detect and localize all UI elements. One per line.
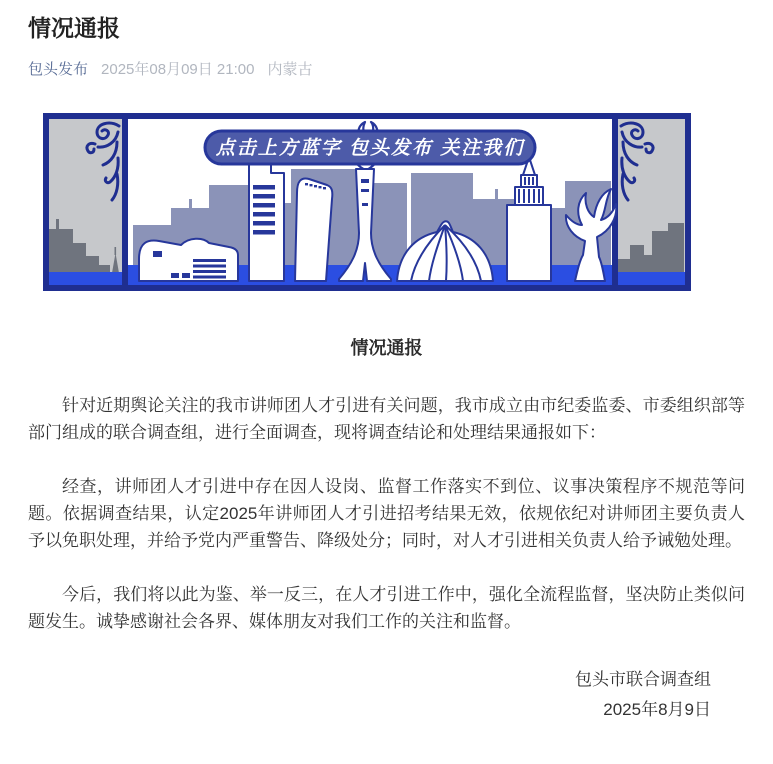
- banner-center-panel: [128, 119, 616, 285]
- signature-date: 2025年8月9日: [603, 699, 711, 719]
- signature-org: 包头市联合调查组: [575, 669, 711, 689]
- page-title: 情况通报: [28, 15, 120, 41]
- notice-paragraph: 今后，我们将以此为鉴、举一反三，在人才引进工作中，强化全流程监督，坚决防止类似问题发生。诚挚感谢社会各界、媒体朋友对我们工作的关注和监督。: [28, 584, 745, 631]
- baotou-skyline-banner: [43, 113, 691, 291]
- source-account-link[interactable]: 包头发布: [28, 60, 89, 78]
- ribbon-text: 点击上方蓝字 包头发布 关注我们: [215, 137, 525, 159]
- article-meta: [28, 60, 745, 80]
- notice-paragraph: 针对近期舆论关注的我市讲师团人才引进有关问题，我市成立由市纪委监委、市委组织部等部门组成的联合调查组，进行全面调查，现将调查结论和处理结果通报如下：: [28, 395, 745, 442]
- signature-block: [28, 665, 745, 725]
- banner-left-panel: [49, 119, 122, 285]
- article-body: [28, 335, 745, 725]
- banner-right-panel: [618, 119, 685, 285]
- ribbon-banner: [205, 131, 535, 164]
- publish-datetime: 2025年08月09日 21:00: [101, 60, 255, 78]
- banner-image[interactable]: [43, 113, 745, 291]
- publish-location: 内蒙古: [267, 60, 313, 78]
- notice-paragraph: 经查，讲师团人才引进中存在因人设岗、监督工作落实不到位、议事决策程序不规范等问题。依据调查结果，认定2025年讲师团人才引进招考结果无效，依规依纪对讲师团主要负责人予以免职处理，并给予党内严重警告、降级处分；同时，对人才引进相关负责人给予诫勉处理。: [28, 476, 745, 550]
- notice-heading: 情况通报: [350, 337, 423, 358]
